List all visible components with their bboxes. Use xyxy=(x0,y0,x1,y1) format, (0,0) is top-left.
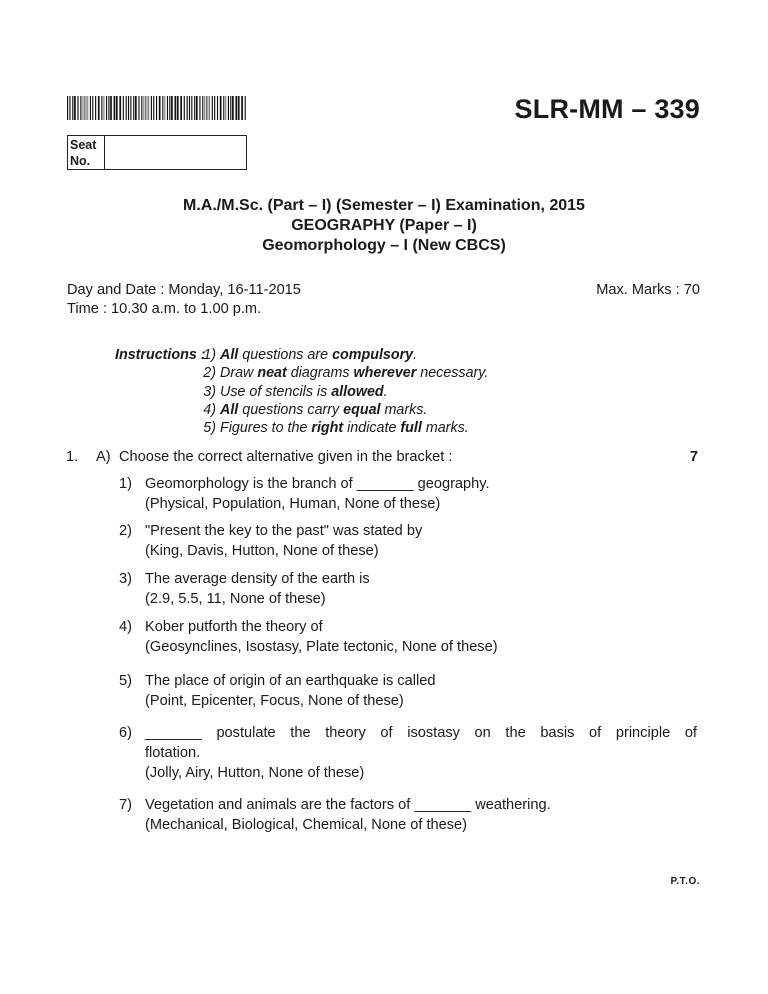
barcode-bar xyxy=(133,96,134,120)
barcode-bar xyxy=(90,96,91,120)
barcode-bar xyxy=(84,96,85,120)
barcode-bar xyxy=(80,96,81,120)
item-options: (Jolly, Airy, Hutton, None of these) xyxy=(145,765,365,781)
instruction-emphasis: equal xyxy=(343,401,381,418)
barcode-bar xyxy=(130,96,131,120)
instruction-emphasis: allowed xyxy=(331,383,384,400)
barcode-bar xyxy=(194,96,195,120)
instruction-number: 2) xyxy=(203,365,216,382)
barcode-bar xyxy=(217,96,218,120)
exam-title: M.A./M.Sc. (Part – I) (Semester – I) Examination, 2015 xyxy=(183,197,585,214)
barcode-bar xyxy=(191,96,192,120)
instructions-label: Instructions : xyxy=(115,347,206,363)
max-marks: Max. Marks : 70 xyxy=(596,282,700,298)
instruction-item xyxy=(198,384,578,402)
seat-number-box xyxy=(67,135,247,170)
instruction-item xyxy=(198,365,578,383)
item-question: "Present the key to the past" was stated by xyxy=(145,523,423,539)
barcode-bar xyxy=(108,96,109,120)
instruction-text: questions carry xyxy=(238,401,344,418)
barcode-bar xyxy=(69,96,70,120)
item-options: (Mechanical, Biological, Chemical, None of these) xyxy=(145,817,468,833)
barcode-bar xyxy=(159,96,161,120)
instruction-text: . xyxy=(383,383,388,400)
instruction-emphasis: compulsory xyxy=(332,347,414,363)
question-number: 1. xyxy=(66,449,79,465)
barcode-bar xyxy=(162,96,163,120)
barcode-bar xyxy=(245,96,246,120)
instruction-number: 4) xyxy=(203,401,216,418)
instruction-emphasis: neat xyxy=(257,365,287,382)
question-marks: 7 xyxy=(689,449,698,465)
pto-label: P.T.O. xyxy=(670,876,700,887)
day-date: Day and Date : Monday, 16-11-2015 xyxy=(67,282,301,298)
instruction-emphasis: All xyxy=(220,347,239,363)
question-part: A) xyxy=(96,449,111,465)
barcode-bar xyxy=(153,96,154,120)
barcode-bar xyxy=(223,96,224,120)
barcode-bar xyxy=(119,96,121,120)
item-options: (2.9, 5.5, 11, None of these) xyxy=(145,591,326,607)
barcode-bar xyxy=(241,96,243,120)
barcode-bar xyxy=(95,96,96,120)
paper-code: SLR-MM – 339 xyxy=(514,94,700,124)
instruction-emphasis: full xyxy=(400,420,422,437)
barcode-bar xyxy=(72,96,73,120)
item-question: The average density of the earth is xyxy=(145,571,370,587)
item-question: Geomorphology is the branch of _______ geography. xyxy=(145,476,490,492)
item-number: 4) xyxy=(119,619,132,635)
barcode-bar xyxy=(135,96,137,120)
barcode-bar xyxy=(214,96,215,120)
instruction-text: indicate xyxy=(343,420,401,437)
instruction-number: 5) xyxy=(203,420,216,437)
instruction-item xyxy=(198,347,578,365)
barcode-bar xyxy=(167,96,168,120)
barcode-bar xyxy=(141,96,142,120)
instruction-emphasis: All xyxy=(220,401,239,418)
item-options: (Geosynclines, Isostasy, Plate tectonic, None of these) xyxy=(145,639,498,655)
subject-title: GEOGRAPHY (Paper – I) xyxy=(291,217,477,234)
barcode-bar xyxy=(209,96,210,120)
barcode-bar xyxy=(104,96,105,120)
barcode xyxy=(67,96,248,120)
barcode-bar xyxy=(205,96,206,120)
instruction-item xyxy=(198,402,578,420)
barcode-bar xyxy=(110,96,112,120)
barcode-bar xyxy=(180,96,182,120)
barcode-bar xyxy=(83,96,84,120)
instruction-item xyxy=(198,420,578,438)
barcode-bar xyxy=(199,96,200,120)
instruction-text: diagrams xyxy=(286,365,354,382)
instruction-text: necessary. xyxy=(416,365,489,382)
barcode-bar xyxy=(86,96,87,120)
instruction-number: 1) xyxy=(203,347,216,363)
item-options: (Point, Epicenter, Focus, None of these) xyxy=(145,693,404,709)
barcode-bar xyxy=(116,96,118,120)
barcode-bar xyxy=(92,96,93,120)
item-question-continued: flotation. xyxy=(145,745,201,761)
barcode-bar xyxy=(123,96,124,120)
barcode-bar xyxy=(101,96,102,120)
barcode-bar xyxy=(177,96,179,120)
item-question: The place of origin of an earthquake is called xyxy=(145,673,436,689)
barcode-bar xyxy=(169,96,170,120)
barcode-bar xyxy=(238,96,240,120)
barcode-bar xyxy=(88,96,89,120)
barcode-bar xyxy=(67,96,68,120)
seat-label xyxy=(68,136,105,169)
barcode-bar xyxy=(165,96,166,120)
barcode-bar xyxy=(138,96,139,120)
barcode-bar xyxy=(232,96,234,120)
barcode-bar xyxy=(151,96,152,120)
instruction-number: 3) xyxy=(203,383,216,400)
paper-title: Geomorphology – I (New CBCS) xyxy=(262,237,506,254)
barcode-bar xyxy=(126,96,127,120)
barcode-bar xyxy=(147,96,148,120)
question-text: Choose the correct alternative given in the bracket : xyxy=(119,449,453,465)
item-number: 5) xyxy=(119,673,132,689)
barcode-bar xyxy=(74,96,76,120)
barcode-bar xyxy=(187,96,188,120)
barcode-bar xyxy=(230,96,231,120)
instructions-list xyxy=(198,347,578,438)
item-question: Kober putforth the theory of xyxy=(145,619,323,635)
barcode-bar xyxy=(144,96,145,120)
instruction-emphasis: wherever xyxy=(353,365,417,382)
barcode-bar xyxy=(202,96,203,120)
item-number: 3) xyxy=(119,571,132,587)
barcode-bar xyxy=(189,96,190,120)
barcode-bar xyxy=(171,96,173,120)
barcode-bar xyxy=(212,96,213,120)
barcode-bar xyxy=(184,96,185,120)
item-number: 2) xyxy=(119,523,132,539)
instruction-text: questions are xyxy=(238,347,333,363)
instruction-text: Draw xyxy=(220,365,258,382)
item-number: 7) xyxy=(119,797,132,813)
barcode-bar xyxy=(156,96,157,120)
barcode-bar xyxy=(98,96,100,120)
item-number: 1) xyxy=(119,476,132,492)
barcode-bar xyxy=(220,96,222,120)
item-question: Vegetation and animals are the factors of _______ weathering. xyxy=(145,797,551,813)
exam-time: Time : 10.30 a.m. to 1.00 p.m. xyxy=(67,301,262,317)
item-number: 6) xyxy=(119,725,132,741)
barcode-bar xyxy=(114,96,116,120)
barcode-bar xyxy=(206,96,207,120)
instruction-text: Figures to the xyxy=(220,420,312,437)
barcode-bar xyxy=(196,96,198,120)
barcode-bar xyxy=(235,96,237,120)
item-options: (Physical, Population, Human, None of these) xyxy=(145,496,441,512)
barcode-bar xyxy=(175,96,177,120)
item-options: (King, Davis, Hutton, None of these) xyxy=(145,543,379,559)
barcode-bar xyxy=(228,96,229,120)
barcode-bar xyxy=(149,96,150,120)
barcode-bar xyxy=(128,96,129,120)
barcode-bar xyxy=(226,96,227,120)
seat-label-line1: Seat xyxy=(70,138,97,152)
seat-label-line2: No. xyxy=(70,154,91,168)
barcode-bar xyxy=(106,96,107,120)
instruction-emphasis: right xyxy=(311,420,344,437)
instruction-text: marks. xyxy=(421,420,469,437)
instruction-text: Use of stencils is xyxy=(220,383,332,400)
barcode-bar xyxy=(145,96,146,120)
instruction-text: marks. xyxy=(380,401,428,418)
item-question: _______ postulate the theory of isostasy on the basis of principle of xyxy=(145,725,697,741)
barcode-bar xyxy=(208,96,209,120)
barcode-bar xyxy=(77,96,78,120)
instruction-text: . xyxy=(413,347,418,363)
